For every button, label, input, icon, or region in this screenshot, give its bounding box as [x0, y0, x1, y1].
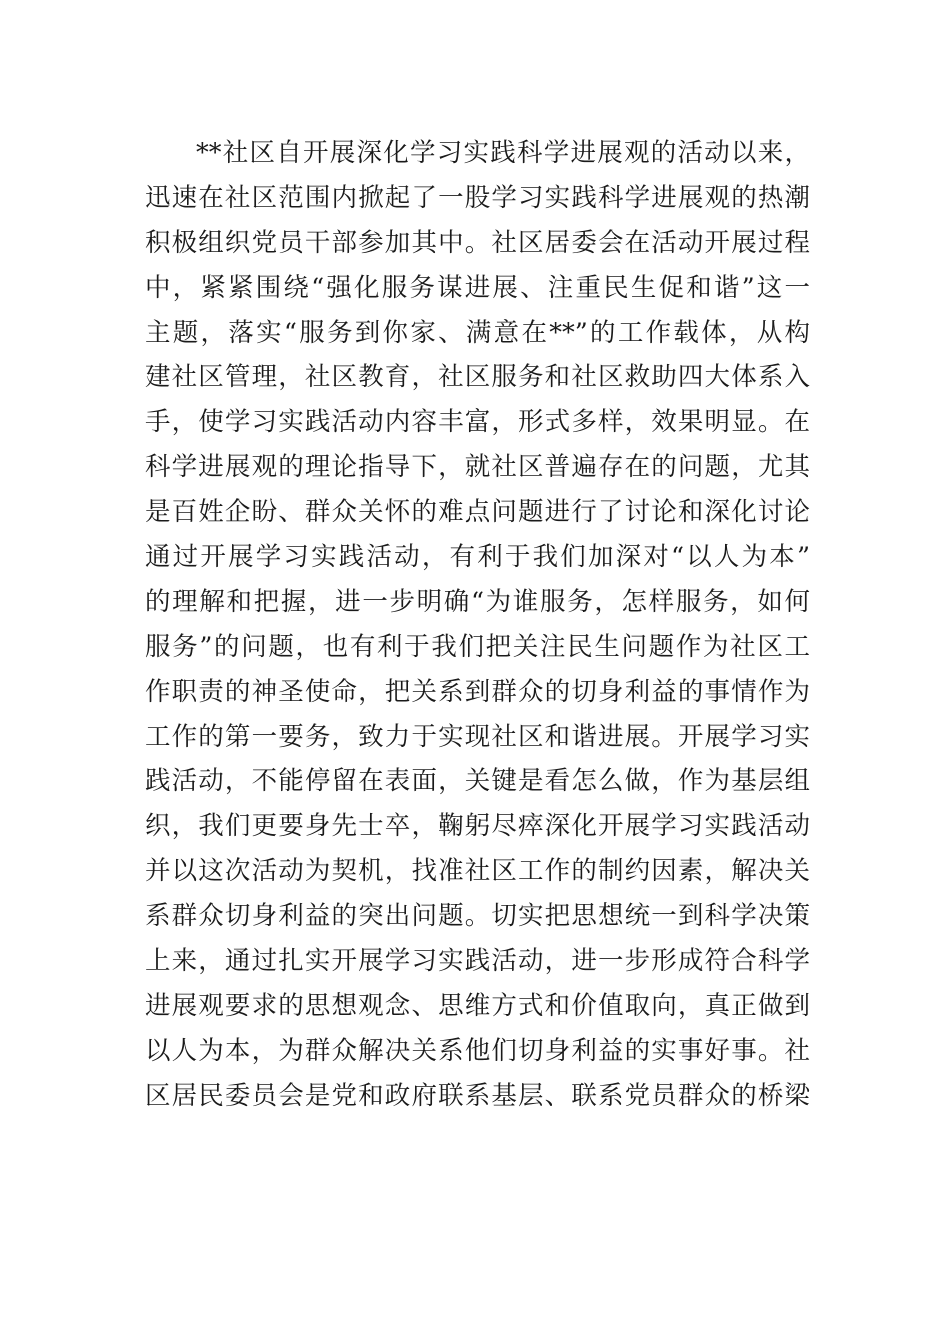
text-line: 手，使学习实践活动内容丰富，形式多样，效果明显。在 [145, 407, 810, 438]
text-line: 上来，通过扎实开展学习实践活动，进一步形成符合科学 [145, 946, 810, 977]
text-line: 作职责的神圣使命，把关系到群众的切身利益的事情作为 [145, 676, 810, 707]
text-line: **社区自开展深化学习实践科学进展观的活动以来， [196, 138, 810, 168]
text-line: 以人为本，为群众解决关系他们切身利益的实事好事。社 [145, 1035, 810, 1066]
text-line: 工作的第一要务，致力于实现社区和谐进展。开展学习实 [145, 721, 810, 752]
text-line: 通过开展学习实践活动，有利于我们加深对“以人为本” [145, 542, 810, 573]
text-line: 践活动，不能停留在表面，关键是看怎么做，作为基层组 [145, 766, 810, 797]
text-line: 中，紧紧围绕“强化服务谋进展、注重民生促和谐”这一 [145, 272, 810, 303]
text-line: 区居民委员会是党和政府联系基层、联系党员群众的桥梁 [145, 1080, 810, 1111]
text-line: 服务”的问题，也有利于我们把关注民生问题作为社区工 [145, 631, 810, 662]
text-line: 并以这次活动为契机，找准社区工作的制约因素，解决关 [145, 856, 810, 887]
text-line: 科学进展观的理论指导下，就社区普遍存在的问题，尤其 [145, 452, 810, 483]
text-line: 建社区管理，社区教育，社区服务和社区救助四大体系入 [145, 362, 810, 393]
text-line: 系群众切身利益的突出问题。切实把思想统一到科学决策 [145, 901, 810, 932]
text-line: 进展观要求的思想观念、思维方式和价值取向，真正做到 [145, 990, 810, 1021]
text-line: 织，我们更要身先士卒，鞠躬尽瘁深化开展学习实践活动 [145, 811, 810, 842]
text-line: 主题，落实“服务到你家、满意在**”的工作载体，从构 [145, 317, 810, 348]
text-line: 是百姓企盼、群众关怀的难点问题进行了讨论和深化讨论 [145, 497, 810, 528]
document-body [145, 131, 810, 1119]
text-line: 的理解和把握，进一步明确“为谁服务，怎样服务，如何 [145, 586, 810, 617]
text-line: 迅速在社区范围内掀起了一股学习实践科学进展观的热潮 [145, 182, 810, 213]
text-line: 积极组织党员干部参加其中。社区居委会在活动开展过程 [145, 227, 810, 258]
